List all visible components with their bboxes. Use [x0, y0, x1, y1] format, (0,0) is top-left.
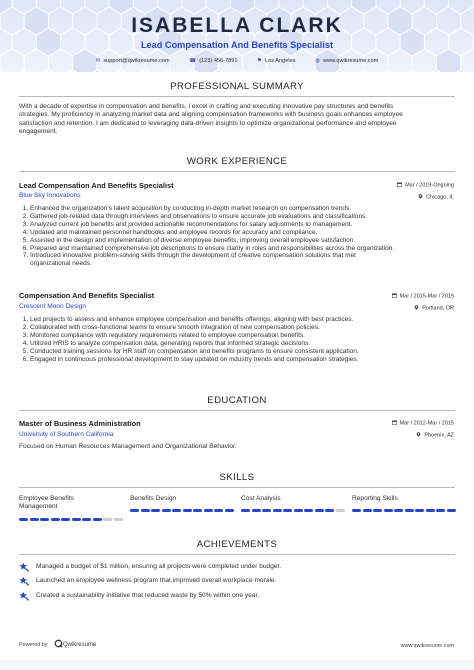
list-item-continuation: organizational needs.: [30, 260, 92, 268]
section-divider: [19, 487, 455, 488]
skill-level-segment: [447, 509, 456, 512]
hexagon-shape: [255, 70, 279, 72]
summary-line: satisfaction and retention. I am dedicated to leveraging data-driven insights to optimize organizational performance and employee: [19, 119, 397, 127]
job-title: Compensation And Benefits Specialist: [19, 291, 155, 300]
skill-level-segment: [114, 518, 123, 521]
hexagon-shape: [12, 70, 36, 72]
skill-item: [352, 495, 456, 503]
summary-text: [19, 103, 459, 136]
list-item: 4. Updated and maintained personnel handbooks and employee records for accuracy and compliance.: [30, 229, 460, 237]
skill-label: Cost Analysis: [241, 495, 281, 502]
map-pin-icon: [414, 305, 419, 310]
skill-label: Employee Benefits: [19, 495, 74, 502]
contact-website-text: www.qwikresume.com: [322, 58, 379, 64]
education-date: [392, 420, 454, 427]
list-item: 4. Utilized HRIS to analyze compensation data, generating reports that informed strategic decisions.: [30, 340, 460, 348]
summary-line: With a decade of expertise in compensation and benefits, I excel in crafting and executing innovative pay structures and benefits: [19, 103, 394, 110]
education-detail: Focused on Human Resources Management and Organizational Behavior.: [19, 443, 237, 450]
job-date: [397, 182, 454, 189]
skill-level-segment: [93, 518, 102, 521]
skill-level-segment: [40, 518, 49, 521]
job-location: [418, 194, 454, 201]
hexagon-shape: [424, 0, 448, 14]
section-divider: [19, 410, 455, 411]
skill-item: [241, 495, 345, 503]
hexagon-shape: [36, 70, 60, 72]
school-name: University of Southern California: [19, 431, 114, 438]
candidate-name: ISABELLA CLARK: [131, 14, 343, 37]
skill-level-segment: [241, 509, 250, 512]
list-item: 6. Prepared and maintained comprehensive job descriptions to ensure clarity in roles and responsibilities across the organization.: [30, 245, 460, 253]
email-icon: ✉: [95, 58, 101, 64]
summary-line: engagement.: [19, 127, 58, 135]
skill-level-segment: [283, 509, 292, 512]
skill-level-segment: [262, 509, 271, 512]
degree-title: Master of Business Administration: [19, 419, 141, 428]
contact-phone[interactable]: [189, 58, 237, 64]
achievement-text: Created a sustainability initiative that reduced waste by 50% within one year.: [36, 592, 260, 599]
skill-item: [130, 495, 234, 503]
location-icon: ⚑: [257, 58, 263, 64]
star-award-icon: [19, 576, 29, 586]
hexagon-shape: [133, 70, 157, 72]
skill-label: Reporting Skills: [352, 495, 398, 502]
star-award-icon: [19, 591, 29, 601]
job-title: Lead Compensation And Benefits Specialist: [19, 181, 174, 190]
phone-icon: ☎: [189, 58, 197, 64]
section-title-experience: WORK EXPERIENCE: [186, 156, 288, 167]
skill-level-segment: [204, 509, 213, 512]
contact-email-text: support@qwikresume.com: [103, 58, 170, 64]
section-divider: [19, 554, 455, 555]
company-name: Blue Sky Innovations: [19, 192, 81, 199]
skill-level-segment: [151, 509, 160, 512]
hexagon-shape: [206, 0, 230, 14]
hexagon-shape: [61, 0, 85, 14]
skill-level-segment: [373, 509, 382, 512]
star-award-icon: [19, 562, 29, 572]
section-title-achievements: ACHIEVEMENTS: [196, 539, 278, 550]
education-date-text: Mar / 2012-Mar / 2015: [399, 420, 454, 427]
hexagon-shape: [303, 0, 327, 14]
resume-header: [0, 0, 474, 72]
skill-level-segment: [394, 509, 403, 512]
hexagon-shape: [109, 70, 133, 72]
skill-level-segment: [162, 509, 171, 512]
skill-level-segment: [30, 518, 39, 521]
skill-level-segment: [172, 509, 181, 512]
section-title-summary: PROFESSIONAL SUMMARY: [170, 81, 304, 92]
company-name: Crescent Moon Design: [19, 303, 87, 310]
skill-level-segment: [225, 509, 234, 512]
skill-level-segment: [415, 509, 424, 512]
skill-level-segment: [436, 509, 445, 512]
calendar-icon: [397, 182, 402, 187]
achievement-text: Managed a budget of $1 million, ensuring all projects were completed under budget.: [36, 563, 282, 570]
skill-level-segment: [315, 509, 324, 512]
education-location: [416, 432, 454, 439]
hexagon-shape: [400, 70, 424, 72]
job-date-text: Mar / 2019-Ongoing: [405, 182, 454, 189]
achievement-text: Launched an employee wellness program that improved overall workplace morale.: [36, 577, 277, 584]
skill-level-bar: [352, 509, 456, 512]
skill-level-segment: [193, 509, 202, 512]
contact-phone-text: (123) 456-7891: [199, 58, 238, 64]
skill-level-segment: [61, 518, 70, 521]
skill-level-segment: [19, 518, 28, 521]
hexagon-shape: [85, 0, 109, 14]
skill-level-segment: [130, 509, 139, 512]
skill-level-segment: [141, 509, 150, 512]
contact-location: [257, 58, 296, 64]
hexagon-shape: [158, 70, 182, 72]
skill-level-segment: [352, 509, 361, 512]
hexagon-shape: [0, 0, 12, 14]
job-location: [414, 305, 454, 312]
skill-level-segment: [426, 509, 435, 512]
skill-level-segment: [273, 509, 282, 512]
contact-email[interactable]: [96, 58, 170, 64]
hexagon-shape: [327, 0, 351, 14]
skill-level-segment: [252, 509, 261, 512]
education-location-text: Phoenix, AZ: [424, 432, 454, 439]
list-item: 1. Enhanced the organization's talent acquisition by conducting in-depth market research on compensation trends.: [30, 205, 460, 213]
skill-level-bar: [241, 509, 345, 512]
footer-brand[interactable]: Qwikresume: [62, 642, 97, 648]
map-pin-icon: [416, 432, 421, 437]
skill-level-segment: [214, 509, 223, 512]
contact-location-text: Los Angeles: [265, 58, 296, 64]
calendar-icon: [392, 293, 397, 298]
skill-level-segment: [304, 509, 313, 512]
hexagon-shape: [0, 70, 12, 72]
skill-level-segment: [363, 509, 372, 512]
hexagon-shape: [376, 70, 400, 72]
calendar-icon: [392, 420, 397, 425]
list-item: 5. Conducted training sessions for HR staff on compensation and benefits programs to ensure consistent application.: [30, 348, 460, 356]
job-location-text: Chicago, IL: [426, 194, 454, 201]
hexagon-shape: [352, 0, 376, 14]
map-pin-icon: [418, 194, 423, 199]
list-item: 3. Analyzed current job benefits and provided actionable recommendations for salary adjustments to management.: [30, 221, 460, 229]
section-title-skills: SKILLS: [219, 472, 255, 483]
footer-url[interactable]: www.qwikresume.com: [400, 643, 454, 649]
skill-level-segment: [72, 518, 81, 521]
hexagon-shape: [449, 0, 473, 14]
job-location-text: Portland, OR: [422, 305, 454, 312]
skill-level-bar: [130, 509, 234, 512]
hexagon-shape: [352, 70, 376, 72]
skill-item: [19, 495, 123, 512]
list-item: 1. Led projects to assess and enhance employee compensation and benefits offerings, aligning with best practices.: [30, 316, 460, 324]
summary-line: strategies. My proficiency in analyzing market data and aligning compensation frameworks with business goals enhances employee: [19, 111, 403, 119]
skill-level-segment: [325, 509, 334, 512]
job-date: [392, 293, 454, 300]
qwikresume-logo-icon: [54, 639, 63, 648]
contact-website[interactable]: [315, 58, 378, 64]
list-item: 2. Gathered job-related data through interviews and observations to ensure accurate job evaluations and classifications.: [30, 213, 460, 221]
hexagon-shape: [109, 0, 133, 14]
section-divider: [19, 96, 455, 97]
list-item: 5. Assisted in the design and implementation of diverse employee benefits, improving overall employee satisfaction.: [30, 237, 460, 245]
skill-level-segment: [51, 518, 60, 521]
list-item: 3. Monitored compliance with regulatory requirements related to employee compensation benefits.: [30, 332, 460, 340]
job-responsibilities: [19, 205, 460, 268]
skill-label: Management: [19, 503, 58, 511]
skill-level-bar: [19, 518, 123, 521]
globe-icon: ◍: [315, 58, 320, 64]
hexagon-shape: [230, 70, 254, 72]
skill-label: Benefits Design: [130, 495, 177, 502]
hexagon-shape: [230, 0, 254, 14]
list-item: 6. Engaged in continuous professional development to stay updated on industry trends and compensation strategies.: [30, 356, 460, 364]
skill-level-segment: [183, 509, 192, 512]
contact-bar: [0, 58, 474, 64]
list-item: 7. Introduced innovative problem-solving skills through the development of creative compensation solutions that met: [30, 252, 460, 260]
hexagon-shape: [182, 0, 206, 14]
skill-level-segment: [405, 509, 414, 512]
footer-bar: [0, 660, 474, 670]
skill-level-segment: [336, 509, 345, 512]
powered-by-label: Powered by: [19, 642, 48, 648]
list-item: 2. Collaborated with cross-functional teams to ensure smooth integration of new compensation policies.: [30, 324, 460, 332]
skill-level-segment: [384, 509, 393, 512]
job-date-text: Mar / 2015-Mar / 2019: [399, 293, 454, 300]
job-responsibilities: [19, 316, 460, 363]
skill-level-segment: [294, 509, 303, 512]
candidate-role: Lead Compensation And Benefits Specialist: [140, 40, 334, 50]
section-title-education: EDUCATION: [207, 395, 267, 406]
section-divider: [19, 171, 455, 172]
hexagon-shape: [279, 70, 303, 72]
skill-level-segment: [103, 518, 112, 521]
skill-level-segment: [82, 518, 91, 521]
